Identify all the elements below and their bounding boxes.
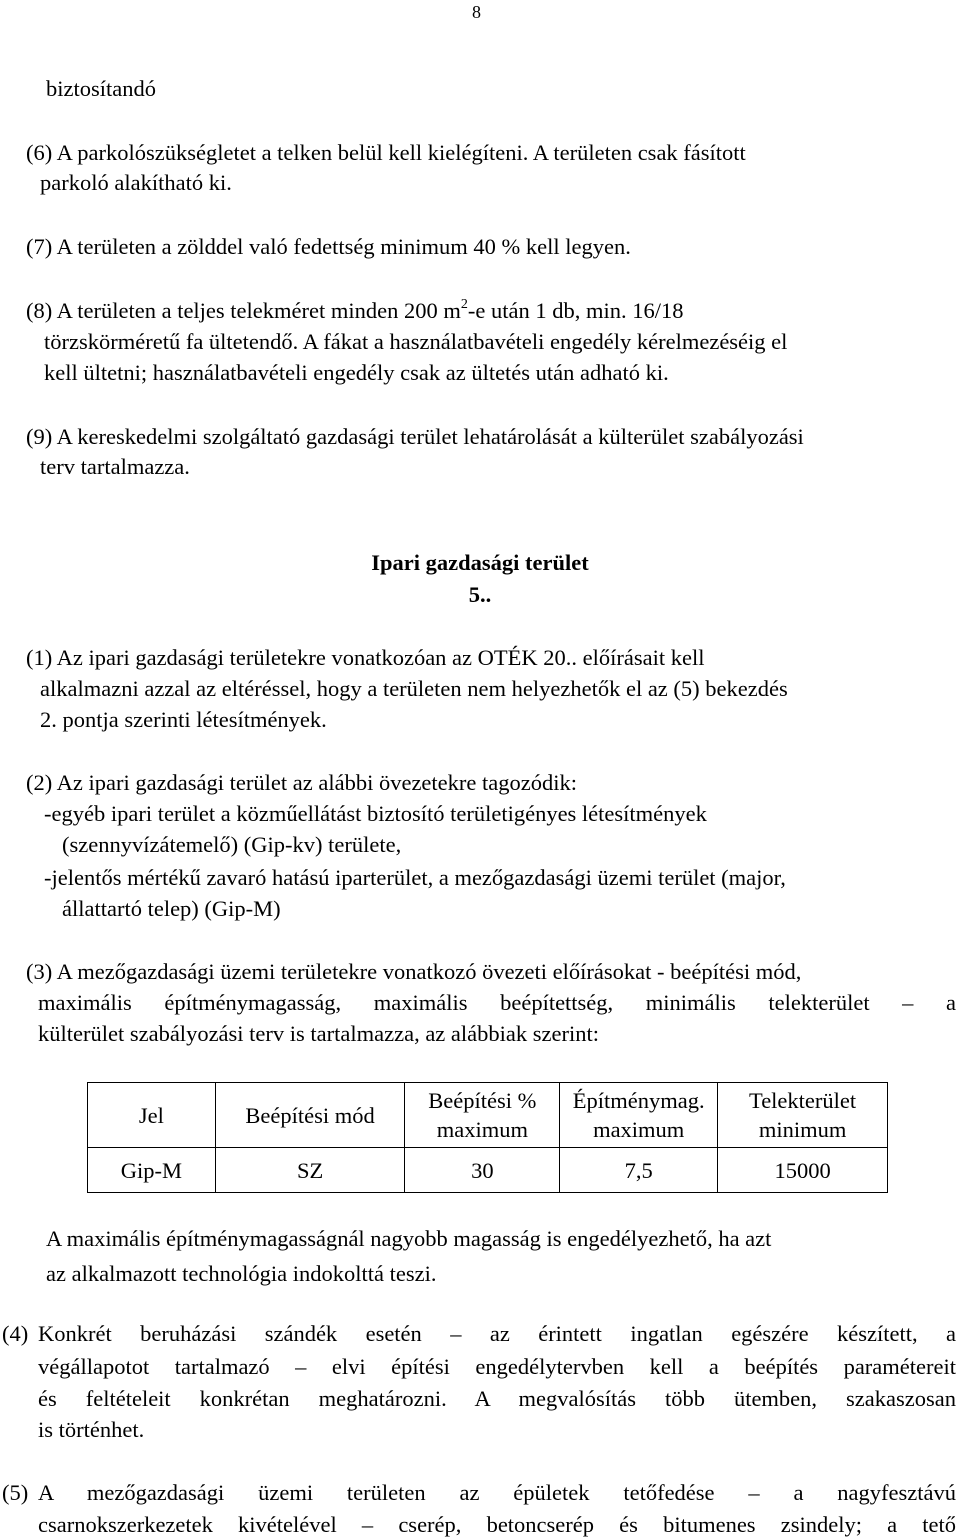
header-text: Jel: [138, 1102, 164, 1128]
zoning-table: [87, 1082, 888, 1193]
header-text: Telekterület: [749, 1088, 857, 1113]
table-header-cell: [560, 1083, 718, 1148]
header-subtext: minimum: [758, 1117, 847, 1142]
ipari-2-line-2: -egyéb ipari terület a közműellátást biztosító területigényes létesítmények: [44, 801, 707, 826]
section-5-line-2: csarnokszerkezetek kivételével – cserép, betoncserép és bitumenes zsindely; a tető: [38, 1512, 956, 1537]
header-text: Beépítési mód: [245, 1102, 375, 1128]
section-4-label: (4): [2, 1321, 29, 1346]
table-cell: Gip-M: [88, 1148, 216, 1193]
after-table-line-2: az alkalmazott technológia indokolttá teszi.: [46, 1261, 437, 1286]
table-cell: 15000: [718, 1148, 888, 1193]
section-number: 5..: [468, 582, 492, 607]
table-cell: 30: [405, 1148, 560, 1193]
ipari-3-line-2: maximális építménymagasság, maximális beépítettség, minimális telekterület – a: [38, 990, 956, 1015]
header-text: Beépítési %: [428, 1088, 537, 1113]
ipari-1-line-3: 2. pontja szerinti létesítmények.: [40, 707, 327, 732]
paragraph-8-line-3: kell ültetni; használatbavételi engedély csak az ültetés után adható ki.: [44, 360, 669, 385]
ipari-1-line-1: (1) Az ipari gazdasági területekre vonatkozóan az OTÉK 20.. előírásait kell: [26, 645, 705, 670]
section-4-line-2: végállapotot tartalmazó – elvi építési engedélytervben kell a beépítés paramétereit: [38, 1354, 956, 1379]
paragraph-8-text-b: -e után 1 db, min. 16/18: [467, 298, 684, 323]
table-cell: 7,5: [560, 1148, 718, 1193]
superscript: 2: [460, 296, 468, 312]
paragraph-continuation: biztosítandó: [46, 76, 156, 101]
ipari-2-line-1: (2) Az ipari gazdasági terület az alábbi övezetekre tagozódik:: [26, 770, 577, 795]
header-text: Építménymag.: [572, 1088, 705, 1113]
table-header-cell: [718, 1083, 888, 1148]
page-number: 8: [472, 2, 481, 22]
table-header-cell: [88, 1083, 216, 1148]
paragraph-8-line-2: törzskörméretű fa ültetendő. A fákat a használatbavételi engedély kérelmezéséig el: [44, 329, 788, 354]
paragraph-6-line-1: (6) A parkolószükségletet a telken belül kell kielégíteni. A területen csak fásított: [26, 140, 746, 165]
table-row: [88, 1148, 888, 1193]
paragraph-9-line-2: terv tartalmazza.: [40, 454, 190, 479]
paragraph-8-text-a: (8) A területen a teljes telekméret minden 200 m: [26, 298, 461, 323]
paragraph-9-line-1: (9) A kereskedelmi szolgáltató gazdasági terület lehatárolását a külterület szabályozási: [26, 424, 804, 449]
paragraph-6-line-2: parkoló alakítható ki.: [40, 170, 232, 195]
table-header-cell: [215, 1083, 405, 1148]
section-title: Ipari gazdasági terület: [371, 550, 589, 575]
paragraph-8-line-1: [26, 296, 683, 326]
section-4-line-3: és feltételeit konkrétan meghatározni. A megvalósítás több ütemben, szakaszosan: [38, 1386, 956, 1411]
section-4-line-4: is történhet.: [38, 1417, 145, 1442]
table-header-row: [88, 1083, 888, 1148]
ipari-2-line-4: -jelentős mértékű zavaró hatású iparterület, a mezőgazdasági üzemi terület (major,: [44, 865, 786, 890]
table-header-cell: [405, 1083, 560, 1148]
table-cell: SZ: [215, 1148, 405, 1193]
header-subtext: maximum: [436, 1117, 528, 1142]
section-4-line-1: Konkrét beruházási szándék esetén – az érintett ingatlan egészére készített, a: [38, 1321, 956, 1346]
ipari-1-line-2: alkalmazni azzal az eltéréssel, hogy a területen nem helyezhetők el az (5) bekezdés: [40, 676, 788, 701]
ipari-3-line-3: külterület szabályozási terv is tartalmazza, az alábbiak szerint:: [38, 1021, 599, 1046]
paragraph-7: (7) A területen a zölddel való fedettség minimum 40 % kell legyen.: [26, 234, 631, 259]
ipari-2-line-3: (szennyvízátemelő) (Gip-kv) területe,: [62, 832, 402, 857]
header-subtext: maximum: [593, 1117, 685, 1142]
section-5-line-1: A mezőgazdasági üzemi területen az épületek tetőfedése – a nagyfesztávú: [38, 1480, 956, 1505]
ipari-2-line-5: állattartó telep) (Gip-M): [62, 896, 281, 921]
section-5-label: (5): [2, 1480, 29, 1505]
after-table-line-1: A maximális építménymagasságnál nagyobb magasság is engedélyezhető, ha azt: [46, 1226, 772, 1251]
ipari-3-line-1: (3) A mezőgazdasági üzemi területekre vonatkozó övezeti előírásokat - beépítési mód,: [26, 959, 802, 984]
